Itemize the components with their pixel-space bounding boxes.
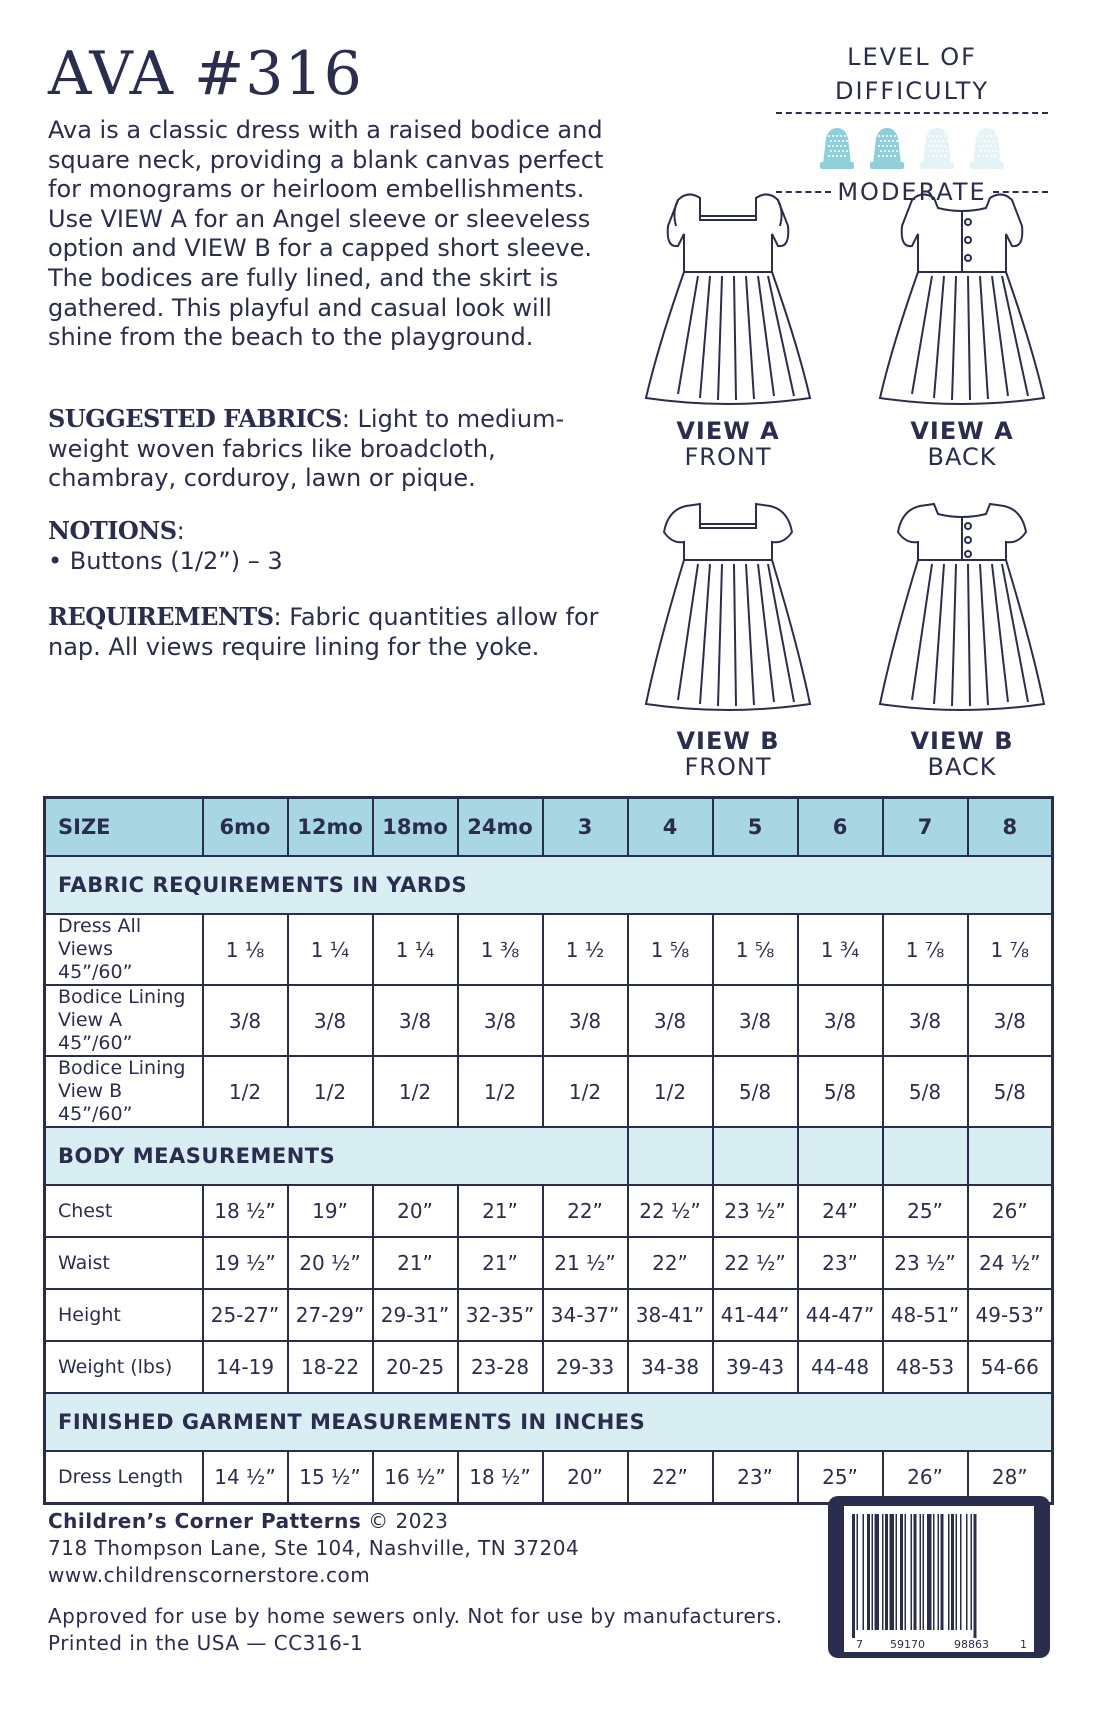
thimble-filled-icon [817,126,857,170]
view-b-back-side: BACK [927,753,997,781]
difficulty-panel [776,40,1048,206]
notions-item: • Buttons (1/2”) – 3 [48,546,283,575]
footer-address: 718 Thompson Lane, Ste 104, Nashville, TN 37204 [48,1536,580,1560]
value-cell: 1 ½ [543,914,628,985]
barcode-bar [875,1514,880,1630]
value-cell: 3/8 [968,985,1053,1056]
value-cell: 28” [968,1451,1053,1504]
size-header-cell: 18mo [373,798,458,857]
value-cell: 1 ⅜ [458,914,543,985]
view-a-back [862,186,1062,470]
value-cell: 3/8 [203,985,288,1056]
value-cell: 3/8 [883,985,968,1056]
footer-brand: Children’s Corner Patterns [48,1509,362,1533]
dress-illustration-capped-front [638,496,818,728]
row-label-line-2: 45”/60” [58,961,133,983]
value-cell: 5/8 [883,1056,968,1127]
section-empty-cell [798,1127,883,1185]
size-header-cell: 24mo [458,798,543,857]
fabric-section-row [45,856,1053,914]
barcode-bar [951,1514,954,1630]
value-cell: 18 ½” [458,1451,543,1504]
view-b-front-name: VIEW B [676,727,780,755]
value-cell: 3/8 [373,985,458,1056]
value-cell: 3/8 [543,985,628,1056]
value-cell: 54-66 [968,1341,1053,1393]
value-cell: 22” [628,1237,713,1289]
value-cell: 21” [458,1185,543,1237]
row-label [45,1056,203,1127]
value-cell: 22” [628,1451,713,1504]
barcode-graphic [828,1496,1050,1658]
footer-disclaimer: Approved for use by home sewers only. Not for use by manufacturers. [48,1604,783,1628]
barcode-bar [857,1514,859,1630]
barcode-bar [960,1514,962,1630]
body-measurement-row [45,1341,1053,1393]
size-header-cell: 7 [883,798,968,857]
value-cell: 49-53” [968,1289,1053,1341]
value-cell: 25-27” [203,1289,288,1341]
value-cell: 1/2 [543,1056,628,1127]
value-cell: 23” [713,1451,798,1504]
value-cell: 32-35” [458,1289,543,1341]
row-label [45,914,203,985]
value-cell: 48-51” [883,1289,968,1341]
body-measurement-row [45,1289,1053,1341]
barcode-bar [863,1514,865,1630]
value-cell: 14-19 [203,1341,288,1393]
barcode-bar [927,1514,932,1630]
view-b-back-name: VIEW B [910,727,1014,755]
fabric-row [45,914,1053,985]
barcode-bar [974,1514,977,1638]
value-cell: 1 ⅝ [713,914,798,985]
body-measurement-row [45,1185,1053,1237]
row-label: Dress Length [45,1451,203,1504]
view-a-front [628,186,828,470]
footer [48,1508,783,1657]
view-a-back-side: BACK [927,443,997,471]
footer-printed: Printed in the USA — CC316-1 [48,1631,364,1655]
value-cell: 1/2 [373,1056,458,1127]
view-b-back-label [862,728,1062,780]
value-cell: 38-41” [628,1289,713,1341]
requirements-heading: REQUIREMENTS [48,602,274,631]
value-cell: 1/2 [203,1056,288,1127]
thimble-empty-icon [967,126,1007,170]
dress-illustration-angel-back [872,186,1052,418]
value-cell: 1 ⅝ [628,914,713,985]
view-a-back-label [862,418,1062,470]
difficulty-level-text: MODERATE [837,178,987,206]
value-cell: 48-53 [883,1341,968,1393]
finished-section-row [45,1393,1053,1451]
barcode-bar [933,1514,935,1630]
size-header-cell: 4 [628,798,713,857]
value-cell: 1 ⅞ [883,914,968,985]
value-cell: 24” [798,1185,883,1237]
body-measurement-row [45,1237,1053,1289]
value-cell: 5/8 [798,1056,883,1127]
barcode-bar [956,1514,958,1630]
requirements [48,602,628,662]
size-header-cell: 3 [543,798,628,857]
value-cell: 41-44” [713,1289,798,1341]
barcode-bar [882,1514,884,1630]
barcode-bar [885,1514,888,1630]
barcode-bar [911,1514,913,1630]
notions-colon: : [176,517,185,545]
value-cell: 44-48 [798,1341,883,1393]
size-header-cell: 5 [713,798,798,857]
row-label: Waist [45,1237,203,1289]
suggested-fabrics-heading: SUGGESTED FABRICS [48,404,342,433]
requirements-text: : Fabric quantities allow for nap. All views require lining for the yoke. [48,603,599,661]
row-label-line-2: View B 45”/60” [58,1080,133,1125]
value-cell: 18 ½” [203,1185,288,1237]
value-cell: 19” [288,1185,373,1237]
footer-copyright: © 2023 [361,1509,449,1533]
row-label [45,985,203,1056]
row-label-line-2: View A 45”/60” [58,1009,133,1054]
value-cell: 22” [543,1185,628,1237]
barcode-digit-1: 7 [856,1638,863,1651]
value-cell: 20” [373,1185,458,1237]
value-cell: 3/8 [713,985,798,1056]
value-cell: 21 ½” [543,1237,628,1289]
barcode-bar [852,1514,855,1638]
barcode-bar [914,1514,917,1630]
barcode-digit-3: 98863 [954,1638,989,1651]
value-cell: 1 ¼ [288,914,373,985]
footer-gap [48,1589,783,1603]
notions-heading: NOTIONS [48,516,177,545]
value-cell: 20-25 [373,1341,458,1393]
value-cell: 25” [883,1185,968,1237]
barcode-bar [938,1514,940,1630]
suggested-fabrics [48,404,628,494]
size-header-row [45,798,1053,857]
barcode-bar [905,1514,907,1630]
barcode-bar [900,1514,903,1630]
value-cell: 23” [798,1237,883,1289]
value-cell: 23-28 [458,1341,543,1393]
value-cell: 1/2 [628,1056,713,1127]
value-cell: 14 ½” [203,1451,288,1504]
value-cell: 1 ¾ [798,914,883,985]
barcode-bar [948,1514,950,1630]
value-cell: 20” [543,1451,628,1504]
row-label: Weight (lbs) [45,1341,203,1393]
size-header-label: SIZE [45,798,203,857]
row-label: Chest [45,1185,203,1237]
value-cell: 21” [458,1237,543,1289]
row-label: Height [45,1289,203,1341]
view-b-front [628,496,828,780]
value-cell: 39-43 [713,1341,798,1393]
value-cell: 23 ½” [883,1237,968,1289]
barcode-bar [966,1514,968,1630]
barcode-bar [923,1514,925,1630]
value-cell: 1/2 [288,1056,373,1127]
pattern-description: Ava is a classic dress with a raised bodice and square neck, providing a blank canvas perfect for monograms or heirloom embellishments. Use VIEW A for an Angel sleeve or sleeveless option and VIEW B for a capped short sleeve. The bodices are fully lined, and the skirt is gathered. This playful and casual look will shine from the beach to the playground. [48,116,604,352]
row-label-line-1: Dress All Views [58,915,142,960]
barcode-digit-4: 1 [1020,1638,1027,1651]
fabric-row [45,1056,1053,1127]
barcode-bar [867,1514,870,1630]
value-cell: 34-37” [543,1289,628,1341]
view-b-front-label [628,728,828,780]
size-header-cell: 6 [798,798,883,857]
view-a-front-label [628,418,828,470]
section-empty-cell [883,1127,968,1185]
value-cell: 16 ½” [373,1451,458,1504]
view-a-back-name: VIEW A [910,417,1014,445]
value-cell: 3/8 [798,985,883,1056]
dress-illustration-angel-front [638,186,818,418]
section-empty-cell [713,1127,798,1185]
value-cell: 26” [968,1185,1053,1237]
barcode-bar [896,1514,898,1630]
value-cell: 27-29” [288,1289,373,1341]
barcode-bar [920,1514,922,1630]
barcode-bar [890,1514,895,1630]
thimble-filled-icon [867,126,907,170]
value-cell: 5/8 [968,1056,1053,1127]
body-section-heading: BODY MEASUREMENTS [45,1127,628,1185]
difficulty-thimbles [776,126,1048,172]
value-cell: 1/2 [458,1056,543,1127]
notions [48,516,628,576]
value-cell: 23 ½” [713,1185,798,1237]
value-cell: 24 ½” [968,1237,1053,1289]
value-cell: 21” [373,1237,458,1289]
suggested-fabrics-text: : Light to medium-weight woven fabrics like broadcloth, chambray, corduroy, lawn or pique. [48,405,565,493]
barcode-bar [971,1514,973,1630]
size-chart-table [43,796,1054,1505]
value-cell: 20 ½” [288,1237,373,1289]
section-empty-cell [628,1127,713,1185]
section-empty-cell [968,1127,1053,1185]
footer-website: www.childrenscornerstore.com [48,1563,371,1587]
fabric-section-heading: FABRIC REQUIREMENTS IN YARDS [45,856,1053,914]
view-a-front-name: VIEW A [676,417,780,445]
value-cell: 1 ¼ [373,914,458,985]
value-cell: 1 ⅞ [968,914,1053,985]
fabric-row [45,985,1053,1056]
value-cell: 22 ½” [713,1237,798,1289]
value-cell: 26” [883,1451,968,1504]
size-header-cell: 8 [968,798,1053,857]
thimble-empty-icon [917,126,957,170]
row-label-line-1: Bodice Lining [58,1057,186,1079]
size-header-cell: 12mo [288,798,373,857]
value-cell: 44-47” [798,1289,883,1341]
value-cell: 1 ⅛ [203,914,288,985]
value-cell: 3/8 [458,985,543,1056]
size-header-cell: 6mo [203,798,288,857]
view-b-back [862,496,1062,780]
dress-illustration-capped-back [872,496,1052,728]
barcode [828,1496,1050,1658]
barcode-bar [941,1514,944,1630]
value-cell: 34-38 [628,1341,713,1393]
pattern-title: AVA #316 [48,39,363,109]
value-cell: 15 ½” [288,1451,373,1504]
row-label-line-1: Bodice Lining [58,986,186,1008]
value-cell: 3/8 [288,985,373,1056]
view-b-front-side: FRONT [684,753,772,781]
value-cell: 22 ½” [628,1185,713,1237]
body-section-row [45,1127,1053,1185]
view-a-front-side: FRONT [684,443,772,471]
value-cell: 19 ½” [203,1237,288,1289]
finished-section-heading: FINISHED GARMENT MEASUREMENTS IN INCHES [45,1393,1053,1451]
value-cell: 5/8 [713,1056,798,1127]
value-cell: 3/8 [628,985,713,1056]
difficulty-title: LEVEL OF DIFFICULTY [776,40,1048,114]
barcode-bar [872,1514,874,1630]
value-cell: 25” [798,1451,883,1504]
value-cell: 29-33 [543,1341,628,1393]
barcode-digit-2: 59170 [890,1638,925,1651]
value-cell: 29-31” [373,1289,458,1341]
value-cell: 18-22 [288,1341,373,1393]
